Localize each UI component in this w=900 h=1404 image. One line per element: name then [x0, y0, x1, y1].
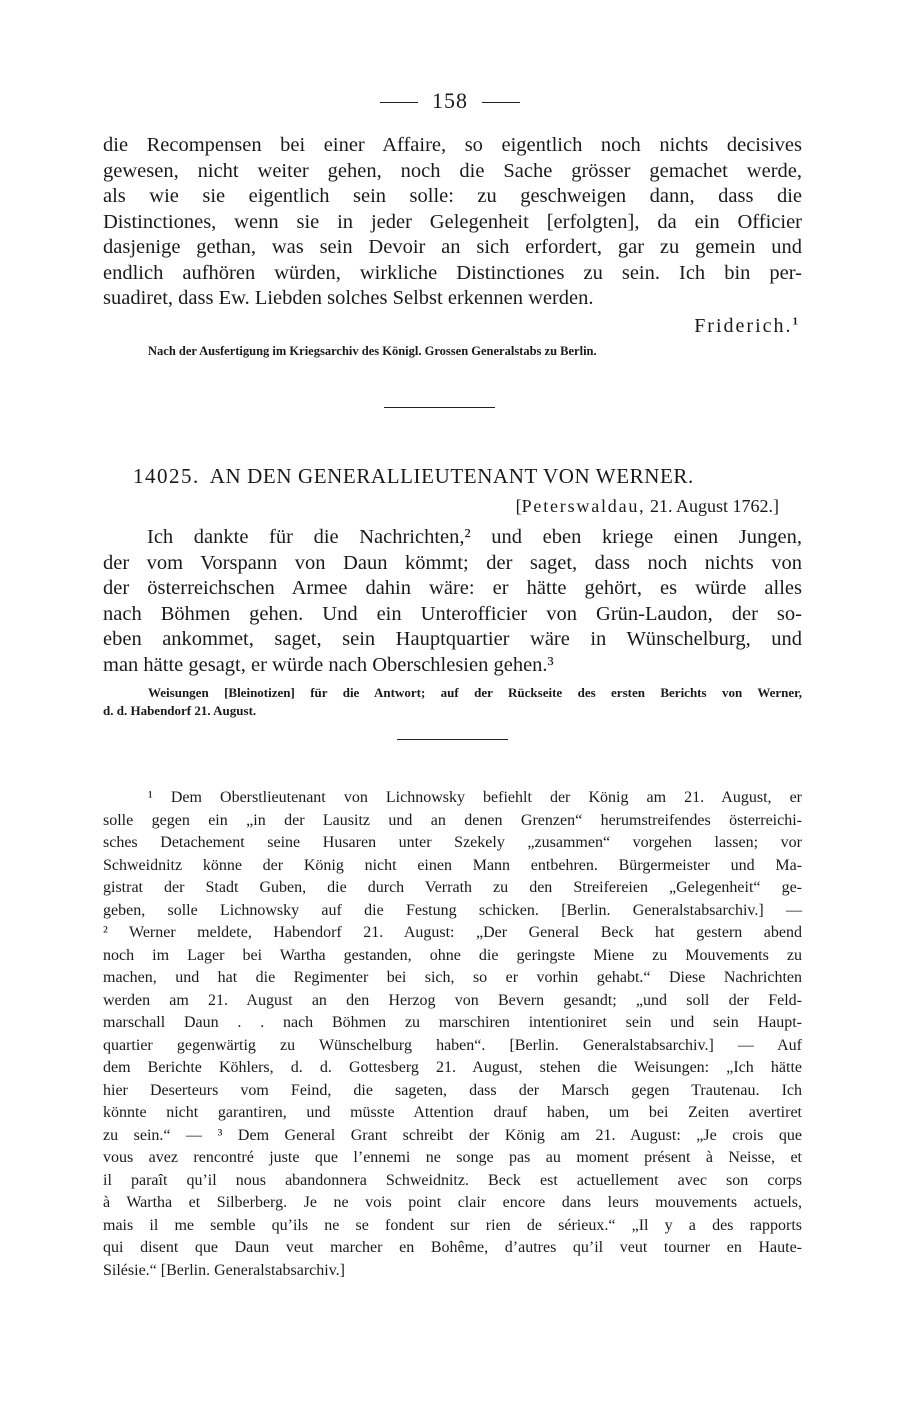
- signature-name: Friderich.: [694, 315, 793, 337]
- footnote-line: Schweidnitz könne der König nicht einen Mann entbehren. Bürgermeister und Ma-: [103, 856, 802, 874]
- page-number-line: [0, 88, 900, 114]
- signature: [600, 315, 800, 338]
- letter-1-line: dasjenige gethan, was sein Devoir an sich erfordert, gar zu gemein und: [103, 236, 802, 258]
- letter-2-line: man hätte gesagt, er würde nach Oberschlesien gehen.³: [103, 653, 554, 676]
- letter-2-body: [103, 525, 802, 678]
- source-note-line: Weisungen [Bleinotizen] für die Antwort; auf der Rückseite des ersten Berichts von Werner,: [148, 685, 802, 700]
- letter-2-line: nach Böhmen gehen. Und ein Unterofficier von Grün-Laudon, der so-: [103, 602, 802, 625]
- footnote-line: mais il me semble qu’ils ne se fondent sur rien de sérieux.“ „Il y a des rapports: [103, 1216, 802, 1234]
- page-number-dash-right: [482, 102, 520, 103]
- footnote-line: dem Berichte Köhlers, d. d. Gottesberg 21. August, stehen die Weisungen: „Ich hätte: [103, 1059, 802, 1076]
- source-note-line: d. d. Habendorf 21. August.: [103, 703, 257, 718]
- footnote-line: qui disent que Daun veut marcher en Bohême, d’autres qu’il veut tourner en Haute-: [103, 1239, 802, 1256]
- letter-1-line: Distinctiones, wenn sie in jeder Gelegenheit [erfolgten], da ein Officier: [103, 210, 802, 233]
- letter-title: AN DEN GENERALLIEUTENANT VON WERNER.: [209, 464, 694, 488]
- footnote-line: noch im Lager bei Wartha gestanden, ohne die geringste Miene zu Mouvements zu: [103, 946, 802, 964]
- letter-2-heading: [133, 464, 813, 489]
- footnote-line: à Wartha et Silberberg. Je ne vois point clair encore dans leurs mouvements actuels,: [103, 1194, 802, 1211]
- letter-2-line: Ich dankte für die Nachrichten,² und eben kriege einen Jungen,: [147, 526, 802, 548]
- page-number-dash-left: [380, 102, 418, 103]
- letter-1-line: die Recompensen bei einer Affaire, so eigentlich noch nichts decisives: [103, 134, 802, 156]
- letter-1-body: [103, 133, 802, 312]
- letter-2-dateline: [470, 496, 779, 517]
- signature-footnote-mark: 1: [792, 315, 800, 328]
- letter-2-line: eben ankommet, saget, sein Hauptquartier wäre in Wünschelburg, und: [103, 628, 802, 650]
- footnote-line: Silésie.“ [Berlin. Generalstabsarchiv.]: [103, 1261, 345, 1279]
- dateline-date: 21. August 1762.]: [645, 496, 779, 516]
- letter-1-line: endlich aufhören würden, wirkliche Distinctiones zu sein. Ich bin per-: [103, 261, 802, 284]
- letter-1-source-note: Nach der Ausfertigung im Kriegsarchiv des Königl. Grossen Generalstabs zu Berlin.: [148, 344, 597, 358]
- page-number: 158: [432, 88, 468, 113]
- letter-1-line: als wie sie eigentlich sein solle: zu geschweigen dann, dass die: [103, 185, 802, 207]
- footnote-line: vous avez rencontré juste que l’ennemi ne songe pas au moment présent à Neisse, et: [103, 1149, 802, 1166]
- footnote-line: gistrat der Stadt Guben, die durch Verrath zu den Streifereien „Gelegenheit“ ge-: [103, 879, 802, 896]
- footnote-line: hier Deserteurs vom Feind, die sageten, dass der Marsch gegen Trautenau. Ich: [103, 1081, 802, 1099]
- footnote-line: werden am 21. August an den Herzog von Bevern gesandt; „und soll der Feld-: [103, 991, 802, 1009]
- section-divider: [397, 739, 508, 740]
- dateline-place: Peterswaldau,: [521, 496, 646, 516]
- footnote-line: ² Werner meldete, Habendorf 21. August: „Der General Beck hat gestern abend: [103, 924, 802, 941]
- footnote-line: geben, solle Lichnowsky auf die Festung schicken. [Berlin. Generalstabsarchiv.] —: [103, 901, 802, 919]
- footnote-line: il paraît qu’il nous abandonnera Schweidnitz. Beck est actuellement avec son corps: [103, 1171, 802, 1189]
- letter-number: 14025.: [133, 464, 200, 488]
- dateline-bracket: [: [515, 496, 522, 516]
- letter-2-source-note: [103, 684, 802, 720]
- footnote-line: machen, und hat die Regimenter bei sich, so er vorhin gehabt.“ Diese Nachrichten: [103, 969, 802, 986]
- footnote-line: quartier gegenwärtig zu Wünschelburg haben“. [Berlin. Generalstabsarchiv.] — Auf: [103, 1036, 802, 1054]
- footnote-line: marschall Daun . . nach Böhmen zu marschiren intentioniret sein und sein Haupt-: [103, 1014, 802, 1031]
- footnote-line: sches Detachement seine Husaren unter Szekely „zusammen“ vorgehen lassen; vor: [103, 834, 802, 851]
- letter-1-line: suadiret, dass Ew. Liebden solches Selbst erkennen werden.: [103, 287, 594, 309]
- footnote-line: ¹ Dem Oberstlieutenant von Lichnowsky befiehlt der König am 21. August, er: [148, 789, 802, 806]
- letter-1-line: gewesen, nicht weiter gehen, noch die Sache grösser gemachet werde,: [103, 159, 802, 182]
- letter-2-line: der österreichschen Armee dahin wäre: er hätte gehört, es würde alles: [103, 577, 802, 599]
- footnote-line: solle gegen ein „in der Lausitz und an denen Grenzen“ herumstreifendes österreichi-: [103, 811, 802, 829]
- section-divider: [384, 407, 495, 408]
- footnotes: [103, 787, 802, 1282]
- footnote-line: könnte nicht garantiren, und müsste Attention drauf haben, um bei Zeiten avertiret: [103, 1104, 802, 1121]
- letter-2-line: der vom Vorspann von Daun kömmt; der saget, dass noch nichts von: [103, 551, 802, 574]
- footnote-line: zu sein.“ — ³ Dem General Grant schreibt der König am 21. August: „Je crois que: [103, 1126, 802, 1144]
